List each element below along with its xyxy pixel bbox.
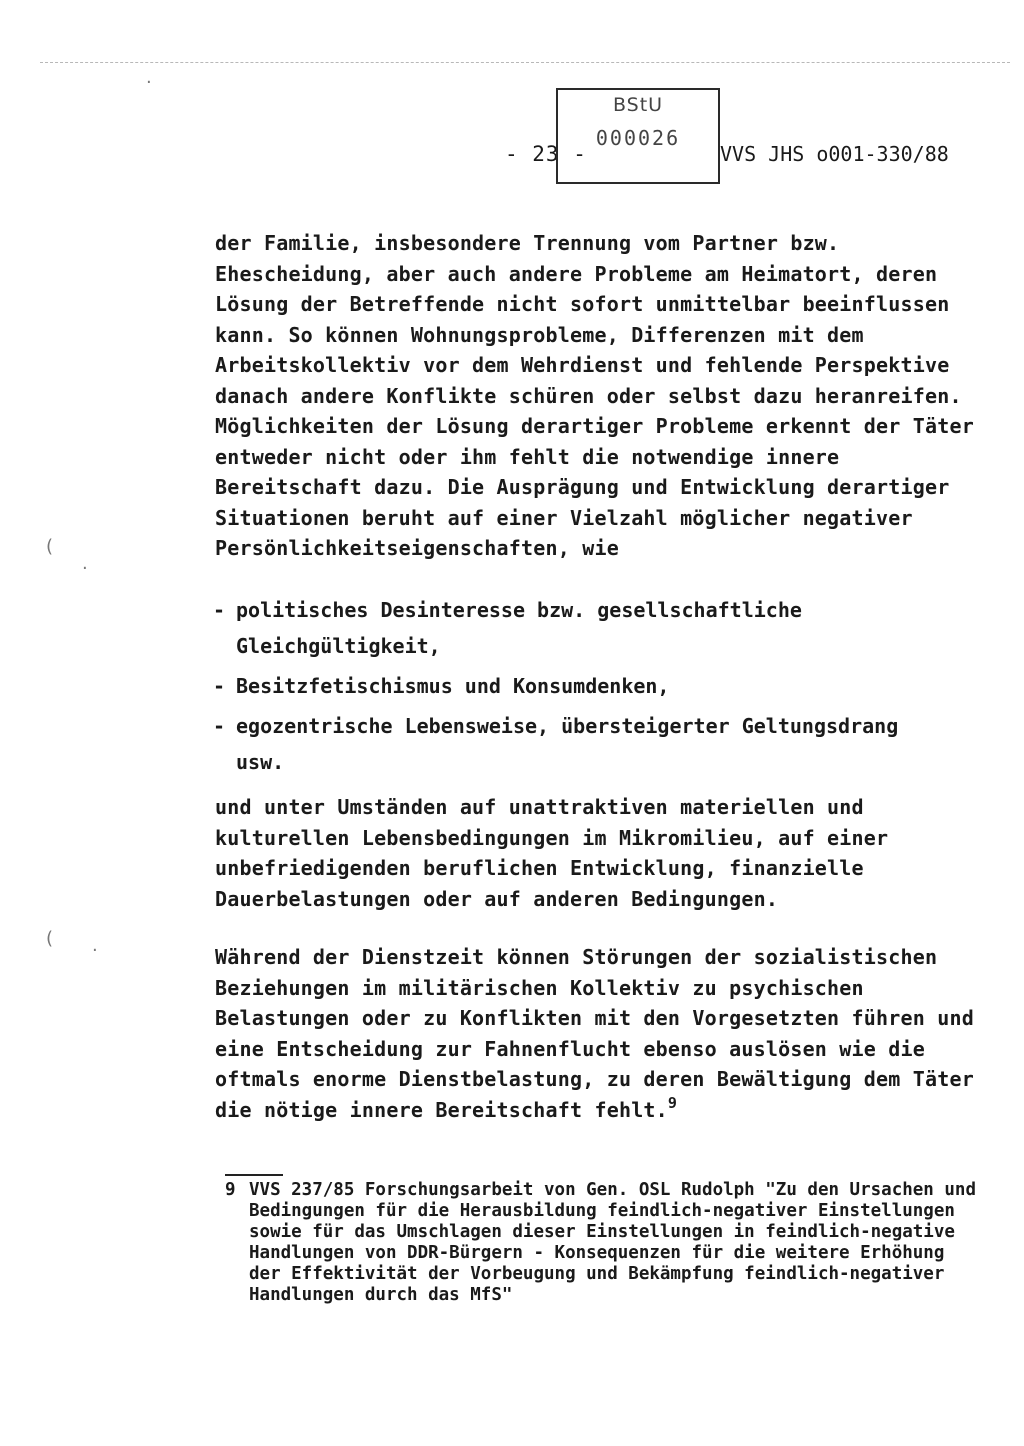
footnote-divider [225,1174,283,1176]
stamp-organization: BStU [612,94,664,116]
list-item-text: Besitzfetischismus und Konsumdenken, [236,674,670,698]
archive-stamp [556,88,720,184]
footnote [225,1180,985,1306]
footnote-text: VVS 237/85 Forschungsarbeit von Gen. OSL Rudolph "Zu den Ursachen und Bedingungen für die Herausbildung feindlich-negativer Einstellungen sowie für das Umschlagen dieser Einstellungen in feindlich-negative Handlungen von DDR-Bürgern - Konsequenzen für die weitere Erhöhung der Effektivität der Vorbeugung und Bekämpfung feindlich-negativer Handlungen durch das MfS" [249,1180,976,1305]
scan-speck: · [146,72,152,93]
bullet-dash: - [213,598,226,622]
list-item [213,668,953,704]
personality-traits-list [213,592,953,784]
list-item-text: egozentrische Lebensweise, übersteigerter Geltungsdrang usw. [236,714,899,774]
list-item-text: politisches Desinteresse bzw. gesellschaftliche Gleichgültigkeit, [236,598,802,658]
footnote-number: 9 [225,1180,236,1200]
scan-speck: · [92,940,98,961]
bullet-dash: - [213,714,226,738]
scan-speck: · [82,558,88,579]
page-number: - 23 - [505,142,587,166]
stamp-number: 000026 [595,126,681,150]
paragraph-service-time [215,942,975,1125]
bullet-dash: - [213,674,226,698]
punch-hole-mark: ( [46,536,54,557]
list-item [213,708,953,780]
list-item [213,592,953,664]
punch-hole-mark: ( [46,928,54,949]
paragraph-service-time-text: Während der Dienstzeit können Störungen der sozialistischen Beziehungen im militärischen Kollektiv zu psychischen Belastungen oder zu Konflikten mit den Vorgesetzten führen und eine Entscheidung zur Fahnenflucht ebenso auslösen wie die oftmals enorme Dienstbelastung, zu deren Bewältigung dem Täter die nötige innere Bereitschaft fehlt. [215,945,974,1122]
document-reference: VVS JHS o001-330/88 [720,142,949,166]
footnote-reference: 9 [667,1093,678,1112]
paragraph-family-problems: der Familie, insbesondere Trennung vom Partner bzw. Ehescheidung, aber auch andere Probleme am Heimatort, deren Lösung der Betreffende nicht sofort unmittelbar beeinflussen kann. So können Wohnungsprobleme, Differenzen mit dem Arbeitskollektiv vor dem Wehrdienst und fehlende Perspektive danach andere Konflikte schüren oder selbst dazu heranreifen. Möglichkeiten der Lösung derartiger Probleme erkennt der Täter entweder nicht oder ihm fehlt die notwendige innere Bereitschaft dazu. Die Ausprägung und Entwicklung derartiger Situationen beruht auf einer Vielzahl möglicher negativer Persönlichkeitseigenschaften, wie [215,231,974,560]
paragraph-living-conditions: und unter Umständen auf unattraktiven materiellen und kulturellen Lebensbedingungen im Mikromilieu, auf einer unbefriedigenden beruflichen Entwicklung, finanzielle Dauerbelastungen oder auf anderen Bedingungen. [215,795,889,911]
scan-edge-line [40,62,1010,63]
